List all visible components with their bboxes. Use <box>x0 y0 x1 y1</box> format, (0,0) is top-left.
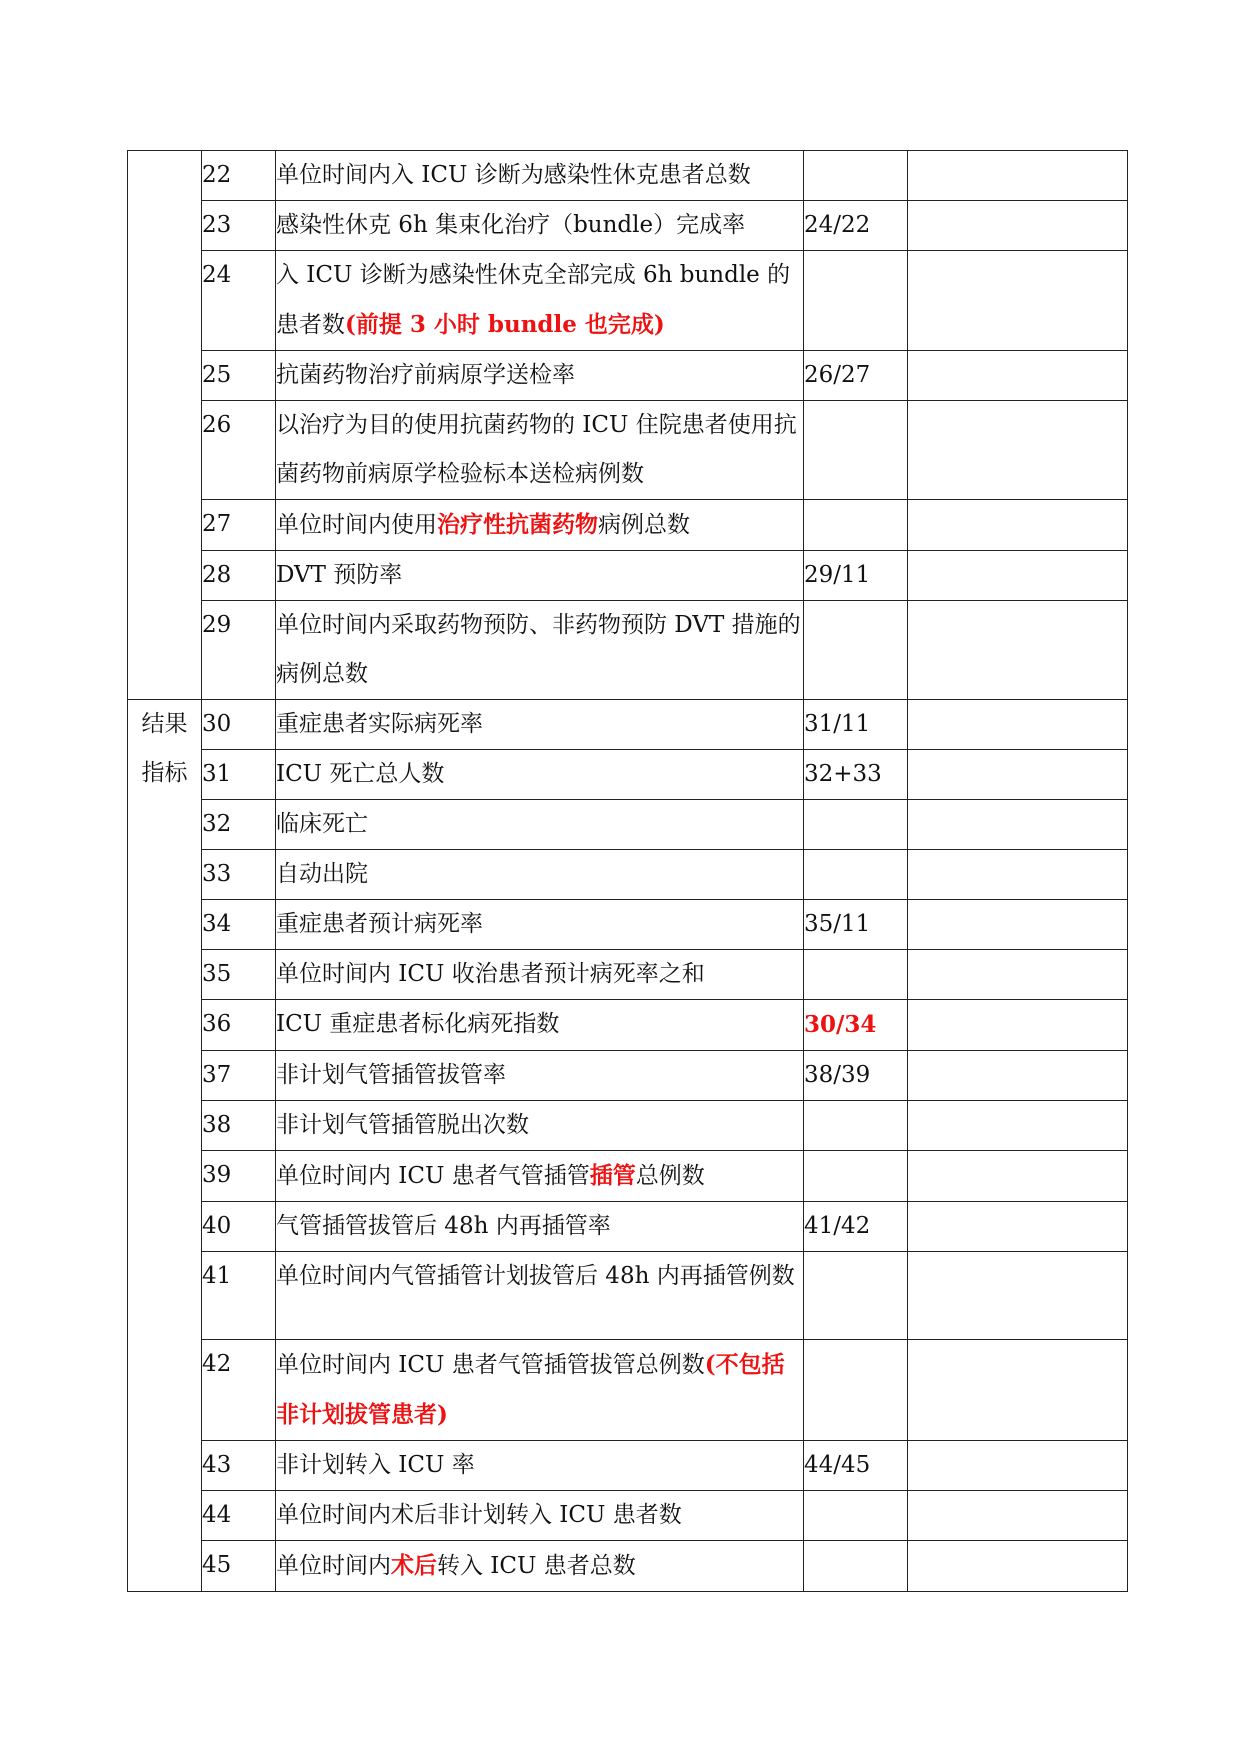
row-description <box>276 1151 804 1202</box>
row-value-cell <box>908 601 1128 700</box>
table-row <box>128 900 1128 950</box>
row-value-cell <box>908 1541 1128 1592</box>
row-value-cell <box>908 500 1128 551</box>
row-description <box>276 500 804 551</box>
row-formula <box>804 900 908 950</box>
row-number: 24 <box>202 251 276 351</box>
row-number: 23 <box>202 201 276 251</box>
indicator-table-body <box>128 151 1128 1592</box>
highlighted-text: (前提 3 小时 bundle 也完成) <box>345 311 665 338</box>
highlighted-text: 治疗性抗菌药物 <box>437 511 598 538</box>
highlighted-text: 术后 <box>391 1552 437 1579</box>
row-formula <box>804 1491 908 1541</box>
row-formula <box>804 700 908 750</box>
row-formula <box>804 1541 908 1592</box>
row-formula <box>804 1202 908 1252</box>
description-text: DVT 预防率 <box>276 562 403 588</box>
row-value-cell <box>908 1340 1128 1441</box>
row-description <box>276 750 804 800</box>
row-description <box>276 950 804 1000</box>
row-value-cell <box>908 950 1128 1000</box>
row-number: 44 <box>202 1491 276 1541</box>
description-text: 单位时间内使用 <box>276 512 437 538</box>
row-number: 40 <box>202 1202 276 1252</box>
row-description <box>276 1051 804 1101</box>
row-description <box>276 1101 804 1151</box>
category-cell-process <box>128 151 202 700</box>
row-formula <box>804 950 908 1000</box>
indicator-table <box>127 150 1128 1592</box>
table-row <box>128 401 1128 500</box>
row-number: 22 <box>202 151 276 201</box>
row-formula <box>804 201 908 251</box>
row-description <box>276 1000 804 1051</box>
row-value-cell <box>908 1101 1128 1151</box>
row-number: 25 <box>202 351 276 401</box>
table-row <box>128 850 1128 900</box>
description-text: 入 ICU 诊断为感染性休克全部完成 6h bundle 的患者数 <box>276 262 791 338</box>
row-value-cell <box>908 850 1128 900</box>
row-formula <box>804 750 908 800</box>
row-value-cell <box>908 1491 1128 1541</box>
highlighted-text: (不包括非计划拔管患者) <box>276 1351 785 1428</box>
table-row <box>128 700 1128 750</box>
table-row <box>128 800 1128 850</box>
row-number: 26 <box>202 401 276 500</box>
formula-text: 26/27 <box>804 362 871 388</box>
row-number: 30 <box>202 700 276 750</box>
row-formula <box>804 1252 908 1340</box>
description-text: 临床死亡 <box>276 811 368 837</box>
category-label-line: 指标 <box>141 760 188 786</box>
row-number: 34 <box>202 900 276 950</box>
table-row <box>128 1441 1128 1491</box>
row-description <box>276 1340 804 1441</box>
row-number: 29 <box>202 601 276 700</box>
row-description <box>276 551 804 601</box>
row-value-cell <box>908 1252 1128 1340</box>
row-description <box>276 700 804 750</box>
description-text: 以治疗为目的使用抗菌药物的 ICU 住院患者使用抗菌药物前病原学检验标本送检病例数 <box>276 412 797 487</box>
description-text: 重症患者实际病死率 <box>276 711 483 737</box>
row-description <box>276 900 804 950</box>
row-description <box>276 1541 804 1592</box>
row-number: 36 <box>202 1000 276 1051</box>
description-text: 感染性休克 6h 集束化治疗（bundle）完成率 <box>276 212 746 238</box>
description-text: 单位时间内 <box>276 1553 391 1579</box>
description-text: 转入 ICU 患者总数 <box>437 1553 636 1579</box>
row-number: 37 <box>202 1051 276 1101</box>
table-row <box>128 151 1128 201</box>
row-formula <box>804 151 908 201</box>
row-value-cell <box>908 401 1128 500</box>
formula-text: 41/42 <box>804 1213 871 1239</box>
row-value-cell <box>908 1051 1128 1101</box>
row-description <box>276 201 804 251</box>
row-number: 33 <box>202 850 276 900</box>
table-row <box>128 1051 1128 1101</box>
row-number: 31 <box>202 750 276 800</box>
table-row <box>128 1202 1128 1252</box>
row-value-cell <box>908 1441 1128 1491</box>
description-text: 总例数 <box>635 1163 705 1189</box>
description-text: 非计划气管插管脱出次数 <box>276 1112 529 1138</box>
row-value-cell <box>908 900 1128 950</box>
row-number: 45 <box>202 1541 276 1592</box>
row-value-cell <box>908 1151 1128 1202</box>
row-description <box>276 351 804 401</box>
table-row <box>128 950 1128 1000</box>
description-text: ICU 死亡总人数 <box>276 761 445 787</box>
description-text: 单位时间内术后非计划转入 ICU 患者数 <box>276 1502 682 1528</box>
formula-text: 32+33 <box>804 761 882 787</box>
row-formula <box>804 401 908 500</box>
table-row <box>128 1151 1128 1202</box>
table-row <box>128 500 1128 551</box>
description-text: 病例总数 <box>598 512 690 538</box>
row-value-cell <box>908 551 1128 601</box>
row-number: 32 <box>202 800 276 850</box>
table-row <box>128 1252 1128 1340</box>
category-cell-result <box>128 700 202 1592</box>
highlighted-text: 插管 <box>589 1162 636 1189</box>
table-row <box>128 1101 1128 1151</box>
formula-text: 29/11 <box>804 562 871 588</box>
formula-text: 31/11 <box>804 711 871 737</box>
table-row <box>128 251 1128 351</box>
row-number: 35 <box>202 950 276 1000</box>
row-formula <box>804 1051 908 1101</box>
row-value-cell <box>908 151 1128 201</box>
table-row <box>128 1340 1128 1441</box>
category-label-line: 结果 <box>141 711 188 737</box>
row-description <box>276 1252 804 1340</box>
row-value-cell <box>908 1202 1128 1252</box>
table-row <box>128 750 1128 800</box>
table-row <box>128 551 1128 601</box>
row-formula <box>804 1101 908 1151</box>
table-row <box>128 201 1128 251</box>
description-text: 单位时间内 ICU 患者气管插管 <box>276 1163 590 1189</box>
description-text: 自动出院 <box>276 861 368 887</box>
row-formula <box>804 351 908 401</box>
description-text: 气管插管拔管后 48h 内再插管率 <box>276 1213 611 1239</box>
row-number: 42 <box>202 1340 276 1441</box>
row-formula <box>804 500 908 551</box>
description-text: ICU 重症患者标化病死指数 <box>276 1011 560 1037</box>
description-text: 单位时间内 ICU 收治患者预计病死率之和 <box>276 961 705 987</box>
row-description <box>276 1441 804 1491</box>
row-value-cell <box>908 1000 1128 1051</box>
row-formula <box>804 800 908 850</box>
table-row <box>128 351 1128 401</box>
row-formula <box>804 1441 908 1491</box>
row-value-cell <box>908 750 1128 800</box>
table-row <box>128 1541 1128 1592</box>
row-description <box>276 151 804 201</box>
table-row <box>128 1491 1128 1541</box>
formula-text: 44/45 <box>804 1452 871 1478</box>
row-formula <box>804 850 908 900</box>
description-text: 重症患者预计病死率 <box>276 911 483 937</box>
row-value-cell <box>908 201 1128 251</box>
description-text: 单位时间内采取药物预防、非药物预防 DVT 措施的病例总数 <box>276 612 801 687</box>
row-number: 27 <box>202 500 276 551</box>
row-value-cell <box>908 700 1128 750</box>
row-number: 39 <box>202 1151 276 1202</box>
formula-text: 30/34 <box>804 1011 877 1038</box>
table-row <box>128 601 1128 700</box>
row-description <box>276 401 804 500</box>
formula-text: 35/11 <box>804 911 871 937</box>
row-formula <box>804 251 908 351</box>
row-formula <box>804 1340 908 1441</box>
description-text: 非计划气管插管拔管率 <box>276 1062 506 1088</box>
row-description <box>276 1202 804 1252</box>
description-text: 单位时间内气管插管计划拔管后 48h 内再插管例数 <box>276 1263 795 1289</box>
row-value-cell <box>908 351 1128 401</box>
row-number: 43 <box>202 1441 276 1491</box>
table-row <box>128 1000 1128 1051</box>
row-number: 41 <box>202 1252 276 1340</box>
row-formula <box>804 551 908 601</box>
row-description <box>276 601 804 700</box>
row-number: 28 <box>202 551 276 601</box>
row-number: 38 <box>202 1101 276 1151</box>
row-description <box>276 800 804 850</box>
row-description <box>276 251 804 351</box>
description-text: 单位时间内 ICU 患者气管插管拔管总例数 <box>276 1352 705 1378</box>
formula-text: 38/39 <box>804 1062 871 1088</box>
row-value-cell <box>908 251 1128 351</box>
description-text: 非计划转入 ICU 率 <box>276 1452 475 1478</box>
formula-text: 24/22 <box>804 212 871 238</box>
row-formula <box>804 1000 908 1051</box>
row-formula <box>804 1151 908 1202</box>
description-text: 抗菌药物治疗前病原学送检率 <box>276 362 575 388</box>
description-text: 单位时间内入 ICU 诊断为感染性休克患者总数 <box>276 162 751 188</box>
row-description <box>276 850 804 900</box>
row-description <box>276 1491 804 1541</box>
row-formula <box>804 601 908 700</box>
row-value-cell <box>908 800 1128 850</box>
